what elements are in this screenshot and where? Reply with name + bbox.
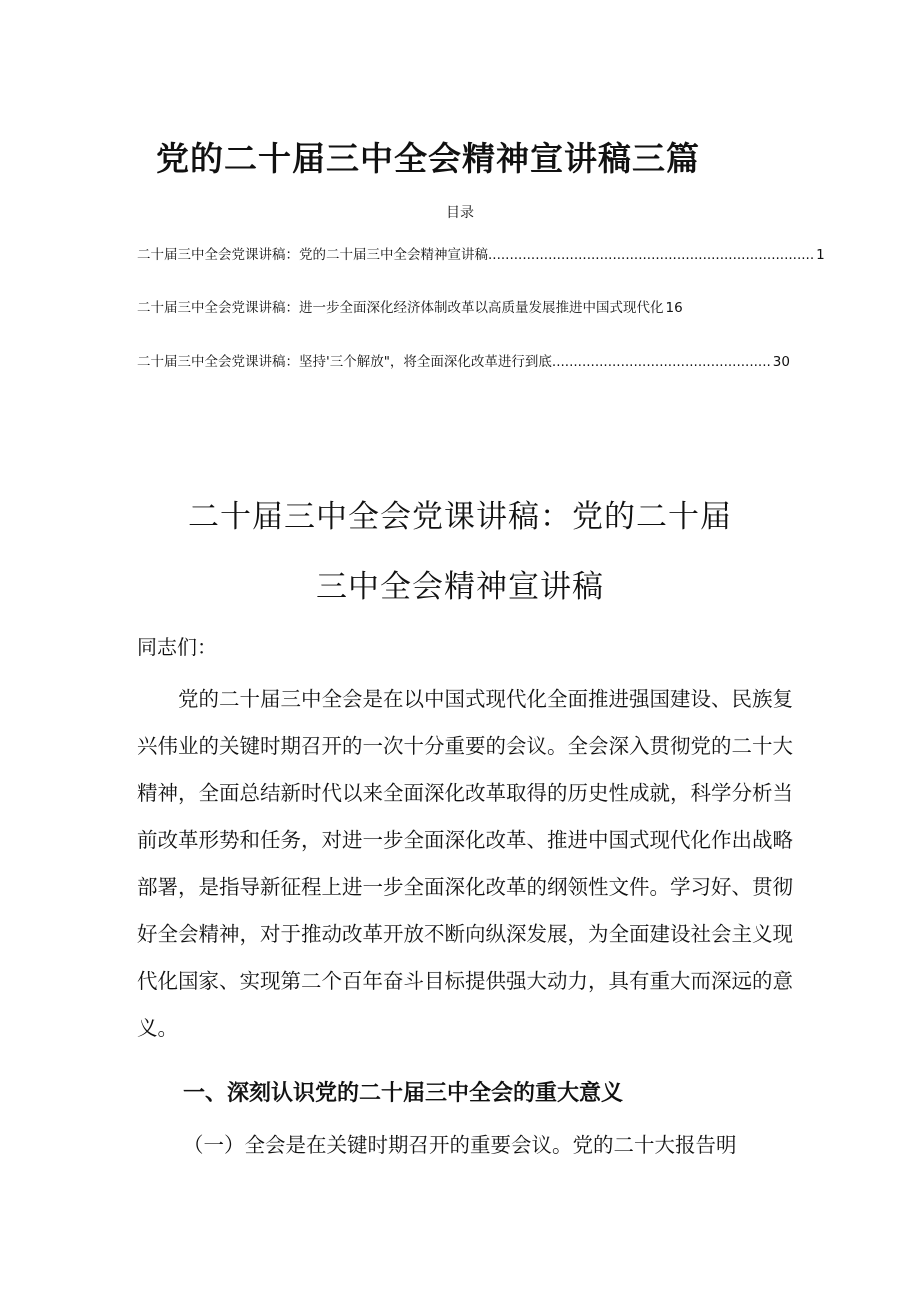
toc-entry-page: 30 [772, 354, 790, 370]
section-heading: 一、深刻认识党的二十届三中全会的重大意义 [183, 1081, 624, 1106]
section-title-line-1: 二十届三中全会党课讲稿：党的二十届 [188, 499, 732, 535]
section-title-line-2: 三中全会精神宣讲稿 [316, 569, 604, 605]
document-title: 党的二十届三中全会精神宣讲稿三篇 [156, 139, 700, 178]
body-paragraph: 党的二十届三中全会是在以中国式现代化全面推进强国建设、民族复兴伟业的关键时期召开的一次十分重要的会议。全会深入贯彻党的二十大精神，全面总结新时代以来全面深化改革取得的历史性成就，科学分析当前改革形势和任务，对进一步全面深化改革、推进中国式现代化作出战略部署，是指导新征程上进一步全面深化改革的纲领性文件。学习好、贯彻好全会精神，对于推动改革开放不断向纵深发展，为全面建设社会主义现代化国家、实现第二个百年奋斗目标提供强大动力，具有重大而深远的意义。 [137, 687, 793, 1040]
toc-entry-page: 16 [665, 300, 683, 316]
toc-entry-leader: ................................................... [551, 354, 771, 370]
toc-entry-page: 1 [816, 247, 825, 263]
salutation: 同志们： [137, 635, 217, 659]
body-paragraph-start: （一）全会是在关键时期召开的重要会议。党的二十大报告明 [183, 1133, 737, 1157]
toc-entry-text: 二十届三中全会党课讲稿：坚持'三个解放"，将全面深化改革进行到底 [137, 354, 552, 370]
toc-entry-leader: ............................................................................ [488, 247, 815, 263]
toc-heading: 目录 [446, 205, 474, 221]
toc-entry[interactable] [137, 245, 825, 265]
toc-entry-text: 二十届三中全会党课讲稿：党的二十届三中全会精神宣讲稿 [137, 247, 488, 263]
toc-entry[interactable] [137, 298, 773, 318]
toc-entry[interactable] [137, 352, 790, 372]
toc-entry-text: 二十届三中全会党课讲稿：进一步全面深化经济体制改革以高质量发展推进中国式现代化 [137, 300, 664, 316]
